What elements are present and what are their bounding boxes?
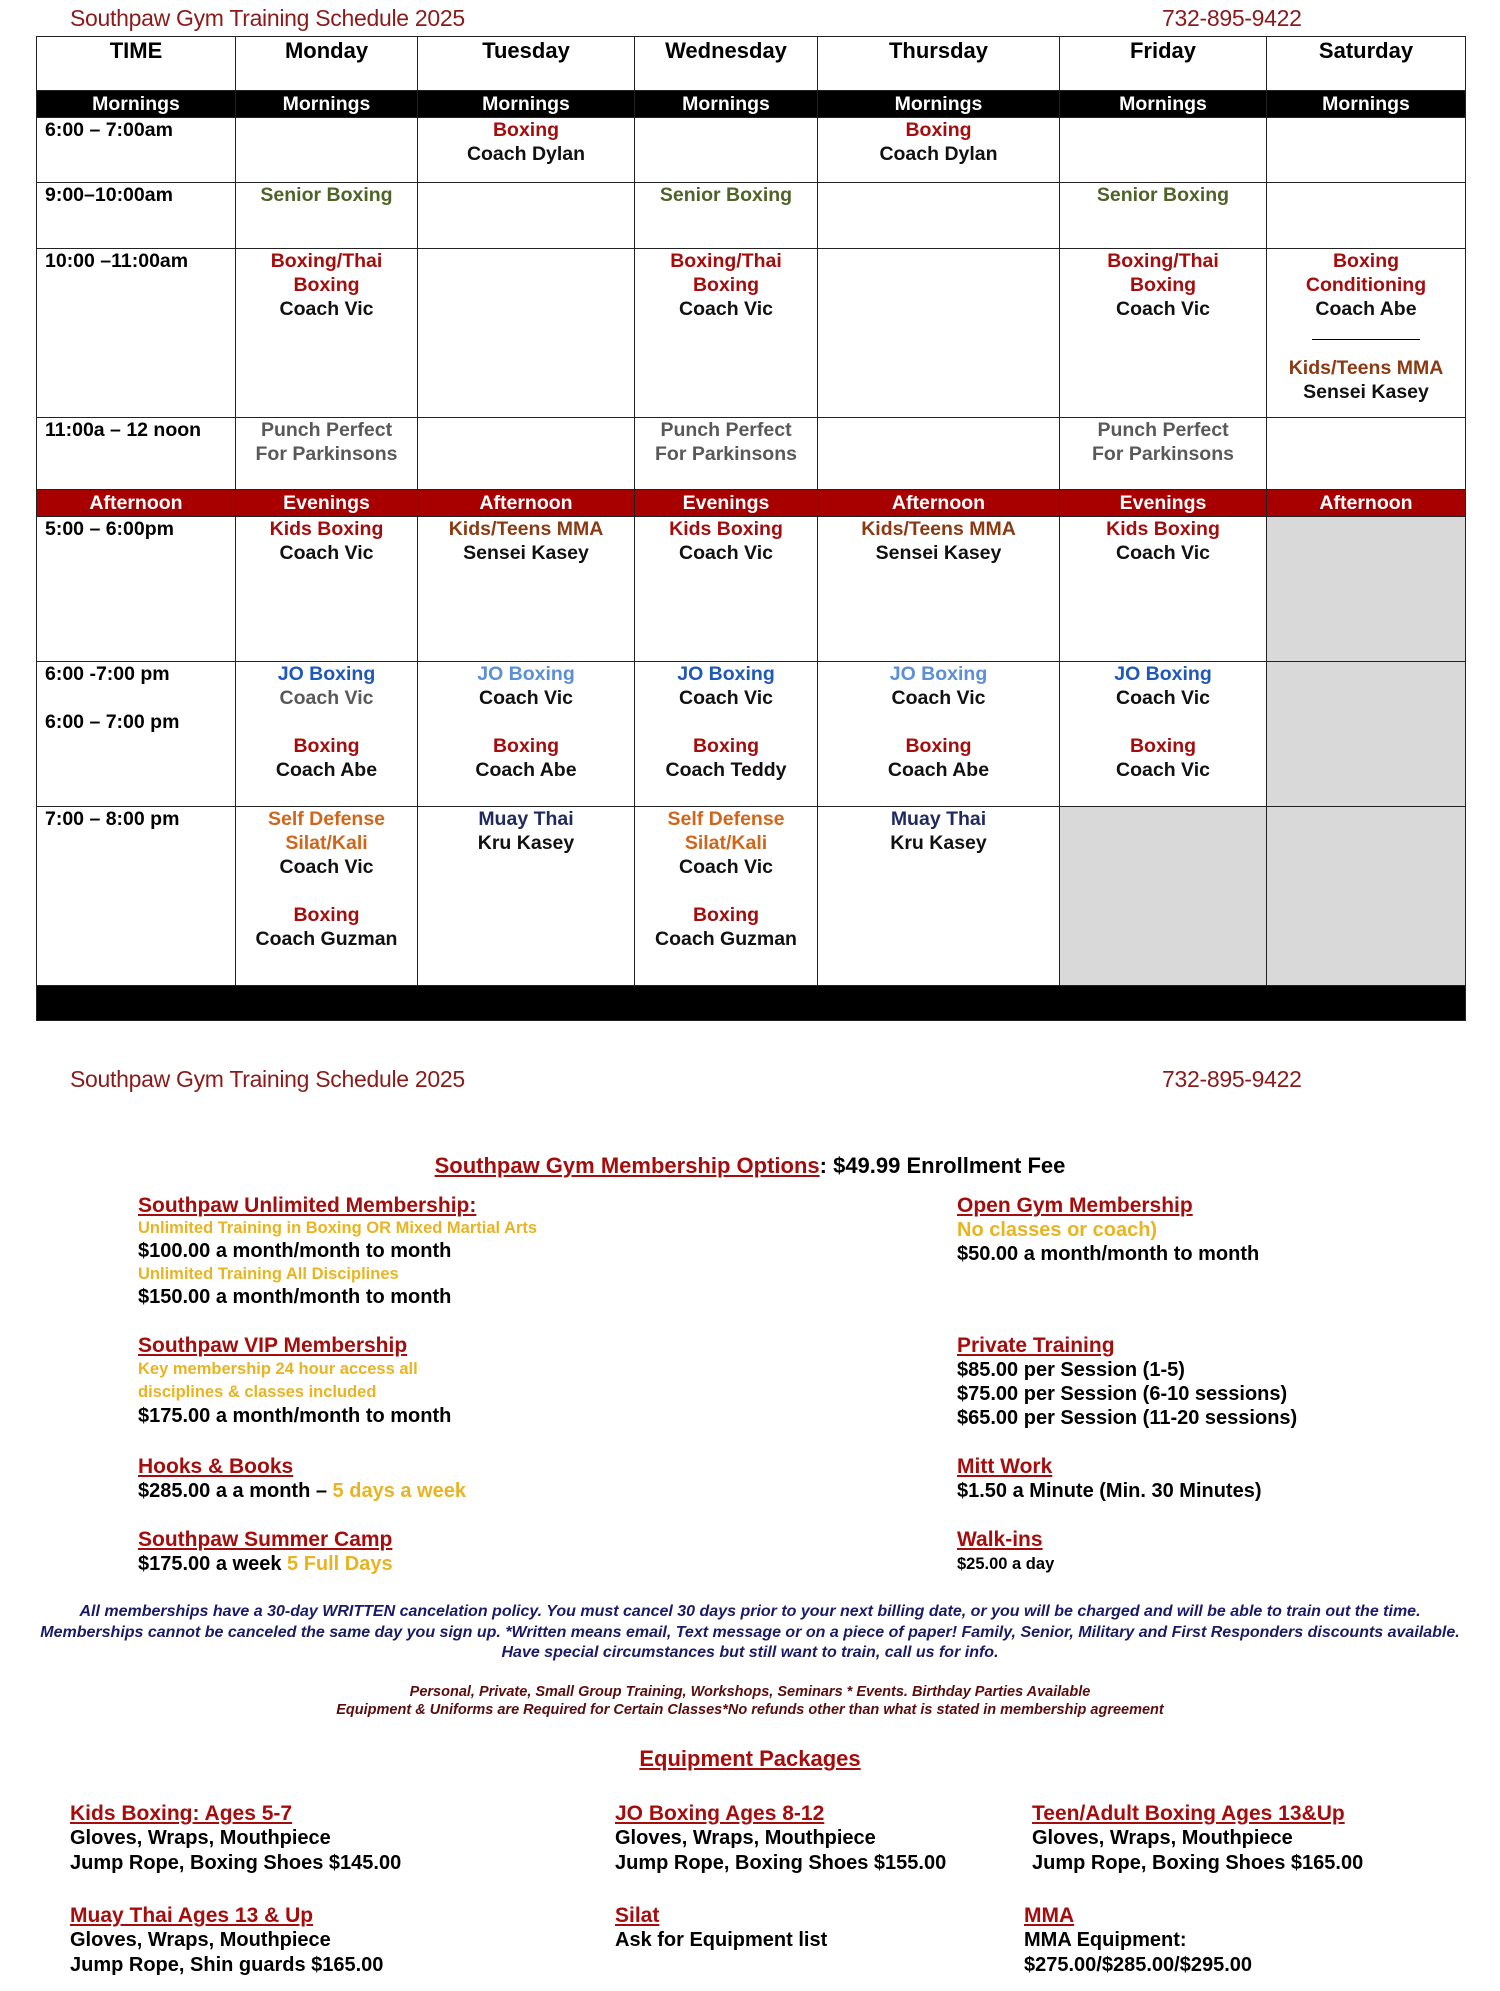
class-cell bbox=[418, 249, 635, 418]
vip-title: Southpaw VIP Membership bbox=[138, 1334, 408, 1357]
unlimited-membership bbox=[138, 1194, 537, 1309]
time-label: 9:00–10:00am bbox=[45, 184, 173, 206]
class-cell bbox=[818, 118, 1060, 183]
private-training bbox=[957, 1334, 1297, 1430]
class-line: Coach Guzman bbox=[655, 928, 797, 950]
class-cell bbox=[635, 118, 818, 183]
class-line: Self Defense bbox=[667, 808, 785, 830]
class-cell bbox=[635, 807, 818, 986]
mitt-title: Mitt Work bbox=[957, 1455, 1053, 1478]
class-line: Muay Thai bbox=[890, 808, 987, 830]
package-title: Silat bbox=[615, 1904, 660, 1927]
time-label: 6:00 – 7:00 pm bbox=[45, 711, 180, 733]
package-title: Muay Thai Ages 13 & Up bbox=[70, 1904, 314, 1927]
spacer bbox=[236, 879, 417, 903]
open-gym-title: Open Gym Membership bbox=[957, 1194, 1193, 1217]
column-header-time: TIME bbox=[37, 37, 236, 91]
package-line: Jump Rope, Shin guards $165.00 bbox=[70, 1954, 384, 1976]
class-cell bbox=[236, 807, 418, 986]
equipment-package bbox=[70, 1801, 401, 1876]
class-line: Silat/Kali bbox=[684, 832, 768, 854]
class-line: Coach Vic bbox=[679, 542, 773, 564]
footer-bar bbox=[37, 986, 1466, 1021]
class-cell bbox=[418, 118, 635, 183]
unlimited-note-1: Unlimited Training in Boxing OR Mixed Martial Arts bbox=[138, 1219, 538, 1237]
class-line: Coach Dylan bbox=[879, 143, 998, 165]
walkins-price: $25.00 a day bbox=[957, 1555, 1055, 1573]
spacer bbox=[45, 686, 235, 710]
mornings-band bbox=[37, 91, 1466, 118]
time-cell bbox=[37, 807, 236, 986]
vip-note-2: disciplines & classes included bbox=[138, 1383, 377, 1401]
class-line: Boxing bbox=[1129, 735, 1197, 757]
class-cell bbox=[818, 662, 1060, 807]
class-line: Boxing bbox=[293, 735, 360, 757]
class-cell bbox=[818, 418, 1060, 490]
class-line: Boxing bbox=[492, 735, 560, 757]
package-line: Ask for Equipment list bbox=[615, 1929, 828, 1951]
camp-title: Southpaw Summer Camp bbox=[138, 1528, 393, 1551]
unlimited-price-1: $100.00 a month/month to month bbox=[138, 1240, 452, 1262]
band-label: Mornings bbox=[818, 91, 1060, 118]
package-line: Jump Rope, Boxing Shoes $145.00 bbox=[70, 1852, 402, 1874]
time-cell bbox=[37, 183, 236, 249]
schedule-row bbox=[37, 662, 1466, 807]
class-line: Coach Abe bbox=[887, 759, 990, 781]
camp-price: $175.00 a week bbox=[138, 1553, 288, 1575]
class-line: Coach Vic bbox=[1116, 298, 1210, 320]
band-label: Mornings bbox=[635, 91, 818, 118]
schedule-row bbox=[37, 807, 1466, 986]
spacer bbox=[635, 710, 817, 734]
class-line: Boxing/Thai bbox=[270, 250, 383, 272]
hooks-and-books bbox=[138, 1454, 466, 1504]
class-line: Boxing bbox=[492, 119, 560, 141]
class-cell bbox=[1060, 183, 1267, 249]
band-label: Evenings bbox=[1060, 490, 1267, 517]
equipment-heading-text: Equipment Packages bbox=[639, 1746, 861, 1771]
hooks-note: 5 days a week bbox=[332, 1480, 466, 1502]
class-line: For Parkinsons bbox=[1092, 443, 1234, 465]
class-cell bbox=[236, 183, 418, 249]
class-line: Coach Abe bbox=[275, 759, 378, 781]
unlimited-note-2: Unlimited Training All Disciplines bbox=[138, 1265, 399, 1283]
column-header-tuesday: Tuesday bbox=[418, 37, 635, 91]
unlimited-price-2: $150.00 a month/month to month bbox=[138, 1286, 452, 1308]
time-label: 11:00a – 12 noon bbox=[45, 419, 202, 441]
band-label: Evenings bbox=[635, 490, 818, 517]
band-label: Mornings bbox=[418, 91, 635, 118]
class-line: Coach Vic bbox=[679, 687, 773, 709]
time-label: 5:00 – 6:00pm bbox=[45, 518, 174, 540]
camp-note: 5 Full Days bbox=[287, 1553, 393, 1575]
class-line: Punch Perfect bbox=[1097, 419, 1229, 441]
phone-number: 732-895-9422 bbox=[1162, 5, 1302, 31]
class-line: JO Boxing bbox=[277, 663, 376, 685]
package-title: Teen/Adult Boxing Ages 13&Up bbox=[1032, 1802, 1345, 1825]
column-header-saturday: Saturday bbox=[1267, 37, 1466, 91]
class-line: Punch Perfect bbox=[260, 419, 393, 441]
footer-bar-cell bbox=[37, 986, 1466, 1021]
class-line: Kru Kasey bbox=[477, 832, 575, 854]
walkins-title: Walk-ins bbox=[957, 1528, 1043, 1551]
package-line: Gloves, Wraps, Mouthpiece bbox=[615, 1827, 876, 1849]
class-line: Coach Vic bbox=[279, 687, 374, 709]
class-line: Boxing bbox=[1129, 274, 1197, 296]
spacer bbox=[818, 710, 1059, 734]
package-line: Jump Rope, Boxing Shoes $155.00 bbox=[615, 1852, 947, 1874]
hooks-price: $285.00 a a month – bbox=[138, 1480, 333, 1502]
class-line: Self Defense bbox=[267, 808, 386, 830]
spacer bbox=[418, 710, 634, 734]
class-line: Coach Abe bbox=[475, 759, 577, 781]
band-label: Afternoon bbox=[1267, 490, 1466, 517]
class-cell bbox=[818, 183, 1060, 249]
package-title: JO Boxing Ages 8-12 bbox=[615, 1802, 825, 1825]
unlimited-title: Southpaw Unlimited Membership: bbox=[138, 1194, 477, 1217]
class-line: Coach Vic bbox=[1116, 542, 1210, 564]
class-line: Coach Vic bbox=[679, 856, 773, 878]
time-cell bbox=[37, 249, 236, 418]
open-gym-membership bbox=[957, 1194, 1259, 1266]
column-header-wednesday: Wednesday bbox=[635, 37, 818, 91]
class-cell bbox=[1060, 249, 1267, 418]
package-line: Gloves, Wraps, Mouthpiece bbox=[70, 1929, 331, 1951]
vip-price: $175.00 a month/month to month bbox=[138, 1404, 452, 1427]
class-line: Kru Kasey bbox=[890, 832, 987, 854]
schedule-row bbox=[37, 249, 1466, 418]
open-gym-price: $50.00 a month/month to month bbox=[957, 1243, 1260, 1265]
class-line: Coach Dylan bbox=[466, 143, 586, 165]
class-cell bbox=[418, 517, 635, 662]
class-line: Senior Boxing bbox=[659, 184, 793, 206]
equipment-heading bbox=[0, 1746, 1500, 1772]
class-cell bbox=[1267, 517, 1466, 662]
class-cell bbox=[236, 118, 418, 183]
class-line: Boxing bbox=[1332, 250, 1400, 272]
band-label: Afternoon bbox=[818, 490, 1060, 517]
class-line: Boxing bbox=[692, 904, 760, 926]
class-line: JO Boxing bbox=[889, 663, 988, 685]
summer-camp bbox=[138, 1527, 393, 1577]
afternoon-band bbox=[37, 490, 1466, 517]
class-cell bbox=[236, 517, 418, 662]
class-cell bbox=[1060, 118, 1267, 183]
class-line: Kids Boxing bbox=[269, 518, 384, 540]
class-line: Boxing bbox=[692, 735, 760, 757]
equipment-package bbox=[615, 1801, 946, 1876]
time-label: 6:00 – 7:00am bbox=[45, 119, 173, 141]
time-cell bbox=[37, 418, 236, 490]
band-label: Afternoon bbox=[418, 490, 635, 517]
walk-ins bbox=[957, 1527, 1054, 1577]
class-cell bbox=[1060, 418, 1267, 490]
class-line: Boxing bbox=[692, 274, 760, 296]
class-line: Coach Vic bbox=[279, 542, 374, 564]
class-cell bbox=[1267, 662, 1466, 807]
time-cell bbox=[37, 118, 236, 183]
class-line: Boxing bbox=[905, 119, 972, 141]
class-line: Coach Abe bbox=[1315, 298, 1417, 320]
class-line: Muay Thai bbox=[478, 808, 574, 830]
class-line: Sensei Kasey bbox=[875, 542, 1002, 564]
schedule-row bbox=[37, 118, 1466, 183]
class-cell bbox=[635, 249, 818, 418]
class-line: Coach Vic bbox=[279, 856, 374, 878]
class-line: Senior Boxing bbox=[1096, 184, 1230, 206]
class-line: Boxing/Thai bbox=[1107, 250, 1219, 272]
class-line: Senior Boxing bbox=[260, 184, 393, 206]
hooks-title: Hooks & Books bbox=[138, 1455, 294, 1478]
mitt-price: $1.50 a Minute (Min. 30 Minutes) bbox=[957, 1480, 1262, 1502]
band-label: Mornings bbox=[37, 91, 236, 118]
class-cell bbox=[236, 249, 418, 418]
class-line: Boxing/Thai bbox=[670, 250, 782, 272]
header-row bbox=[37, 37, 1466, 91]
spacer bbox=[635, 879, 817, 903]
time-cell bbox=[37, 662, 236, 807]
class-line: JO Boxing bbox=[477, 663, 575, 685]
class-line: Coach Vic bbox=[679, 298, 773, 320]
class-line: Kids/Teens MMA bbox=[1288, 357, 1444, 379]
class-cell bbox=[236, 662, 418, 807]
band-label: Evenings bbox=[236, 490, 418, 517]
class-line: Boxing bbox=[905, 735, 972, 757]
class-cell bbox=[1060, 662, 1267, 807]
class-cell bbox=[418, 662, 635, 807]
page-title: Southpaw Gym Training Schedule 2025 bbox=[70, 5, 465, 31]
class-cell bbox=[1267, 183, 1466, 249]
column-header-monday: Monday bbox=[236, 37, 418, 91]
package-line: $275.00/$285.00/$295.00 bbox=[1024, 1954, 1252, 1976]
private-price: $75.00 per Session (6-10 sessions) bbox=[957, 1383, 1288, 1405]
services-note: Personal, Private, Small Group Training, Workshops, Seminars * Events. Birthday Parties Available bbox=[409, 1684, 1091, 1700]
class-line: Punch Perfect bbox=[660, 419, 792, 441]
class-line: Coach Vic bbox=[279, 298, 374, 320]
schedule-row bbox=[37, 517, 1466, 662]
class-cell bbox=[818, 249, 1060, 418]
class-line: Coach Guzman bbox=[255, 928, 398, 950]
class-line: Sensei Kasey bbox=[1303, 381, 1429, 403]
band-label: Afternoon bbox=[37, 490, 236, 517]
cancellation-policy: All memberships have a 30-day WRITTEN cancelation policy. You must cancel 30 days prior to your next billing date, or you will be charged and will be able to train out the time. Memberships cannot be canceled the same day you sign up. *Written means email, Text message or on a piece of paper! Family, Senior, Military and First Responders discounts available. Have special circumstances but still want to train, call us for info. bbox=[40, 1603, 1460, 1661]
mitt-work bbox=[957, 1454, 1262, 1504]
class-line: For Parkinsons bbox=[655, 443, 797, 465]
vip-note-1: Key membership 24 hour access all bbox=[138, 1359, 418, 1378]
class-cell bbox=[418, 418, 635, 490]
class-line: For Parkinsons bbox=[255, 443, 398, 465]
package-line: Jump Rope, Boxing Shoes $165.00 bbox=[1032, 1852, 1364, 1874]
time-label: 7:00 – 8:00 pm bbox=[45, 808, 180, 830]
class-line: Silat/Kali bbox=[285, 832, 368, 854]
membership-heading bbox=[0, 1153, 1500, 1179]
membership-heading-title: Southpaw Gym Membership Options bbox=[434, 1153, 820, 1178]
class-cell bbox=[1267, 249, 1466, 418]
class-line: Kids Boxing bbox=[669, 518, 783, 540]
class-line: JO Boxing bbox=[1114, 663, 1212, 685]
class-line: Kids Boxing bbox=[1106, 518, 1220, 540]
class-cell bbox=[818, 807, 1060, 986]
page-title-2: Southpaw Gym Training Schedule 2025 bbox=[70, 1066, 465, 1092]
time-cell bbox=[37, 517, 236, 662]
class-cell bbox=[635, 662, 818, 807]
package-line: Gloves, Wraps, Mouthpiece bbox=[1032, 1827, 1293, 1849]
vip-membership bbox=[138, 1334, 451, 1428]
class-cell bbox=[635, 517, 818, 662]
band-label: Mornings bbox=[1060, 91, 1267, 118]
equipment-package bbox=[70, 1903, 383, 1978]
band-label: Mornings bbox=[1267, 91, 1466, 118]
class-cell bbox=[635, 418, 818, 490]
time-label: 10:00 –11:00am bbox=[45, 250, 189, 272]
package-title: Kids Boxing: Ages 5-7 bbox=[70, 1802, 293, 1825]
class-cell bbox=[418, 807, 635, 986]
class-line: Boxing bbox=[293, 904, 360, 926]
equipment-package bbox=[1024, 1903, 1252, 1978]
class-cell bbox=[418, 183, 635, 249]
class-cell bbox=[1267, 118, 1466, 183]
class-line: JO Boxing bbox=[677, 663, 775, 685]
band-label: Mornings bbox=[236, 91, 418, 118]
schedule-table bbox=[36, 36, 1466, 1021]
phone-number-2: 732-895-9422 bbox=[1162, 1066, 1302, 1092]
class-line: Conditioning bbox=[1305, 274, 1427, 296]
class-line: Coach Vic bbox=[891, 687, 986, 709]
class-line: Coach Teddy bbox=[665, 759, 787, 781]
package-line: MMA Equipment: bbox=[1024, 1929, 1187, 1951]
refund-note: Equipment & Uniforms are Required for Certain Classes*No refunds other than what is stated in membership agreement bbox=[336, 1702, 1164, 1718]
class-line: Coach Vic bbox=[1116, 759, 1210, 781]
class-cell bbox=[1267, 418, 1466, 490]
column-header-friday: Friday bbox=[1060, 37, 1267, 91]
schedule-row bbox=[37, 183, 1466, 249]
class-cell bbox=[236, 418, 418, 490]
equipment-package bbox=[615, 1903, 827, 1953]
equipment-package bbox=[1032, 1801, 1363, 1876]
enrollment-fee: : $49.99 Enrollment Fee bbox=[819, 1153, 1066, 1178]
class-line: Coach Vic bbox=[479, 687, 573, 709]
class-line: Boxing bbox=[293, 274, 360, 296]
class-cell bbox=[1060, 807, 1267, 986]
class-line: Kids/Teens MMA bbox=[448, 518, 604, 540]
package-line: Gloves, Wraps, Mouthpiece bbox=[70, 1827, 331, 1849]
class-cell bbox=[1267, 807, 1466, 986]
open-gym-note: No classes or coach) bbox=[957, 1219, 1158, 1241]
class-cell bbox=[635, 183, 818, 249]
package-title: MMA bbox=[1024, 1904, 1075, 1927]
private-price: $65.00 per Session (11-20 sessions) bbox=[957, 1407, 1298, 1429]
private-title: Private Training bbox=[957, 1334, 1115, 1357]
schedule-row bbox=[37, 418, 1466, 490]
class-line: Sensei Kasey bbox=[463, 542, 589, 564]
time-label: 6:00 -7:00 pm bbox=[45, 663, 170, 685]
class-cell bbox=[1060, 517, 1267, 662]
column-header-thursday: Thursday bbox=[818, 37, 1060, 91]
spacer bbox=[236, 710, 417, 734]
private-price: $85.00 per Session (1-5) bbox=[957, 1359, 1185, 1381]
class-cell bbox=[818, 517, 1060, 662]
divider bbox=[1312, 339, 1420, 340]
class-line: Coach Vic bbox=[1116, 687, 1210, 709]
spacer bbox=[1060, 710, 1266, 734]
class-line: Kids/Teens MMA bbox=[861, 518, 1016, 540]
